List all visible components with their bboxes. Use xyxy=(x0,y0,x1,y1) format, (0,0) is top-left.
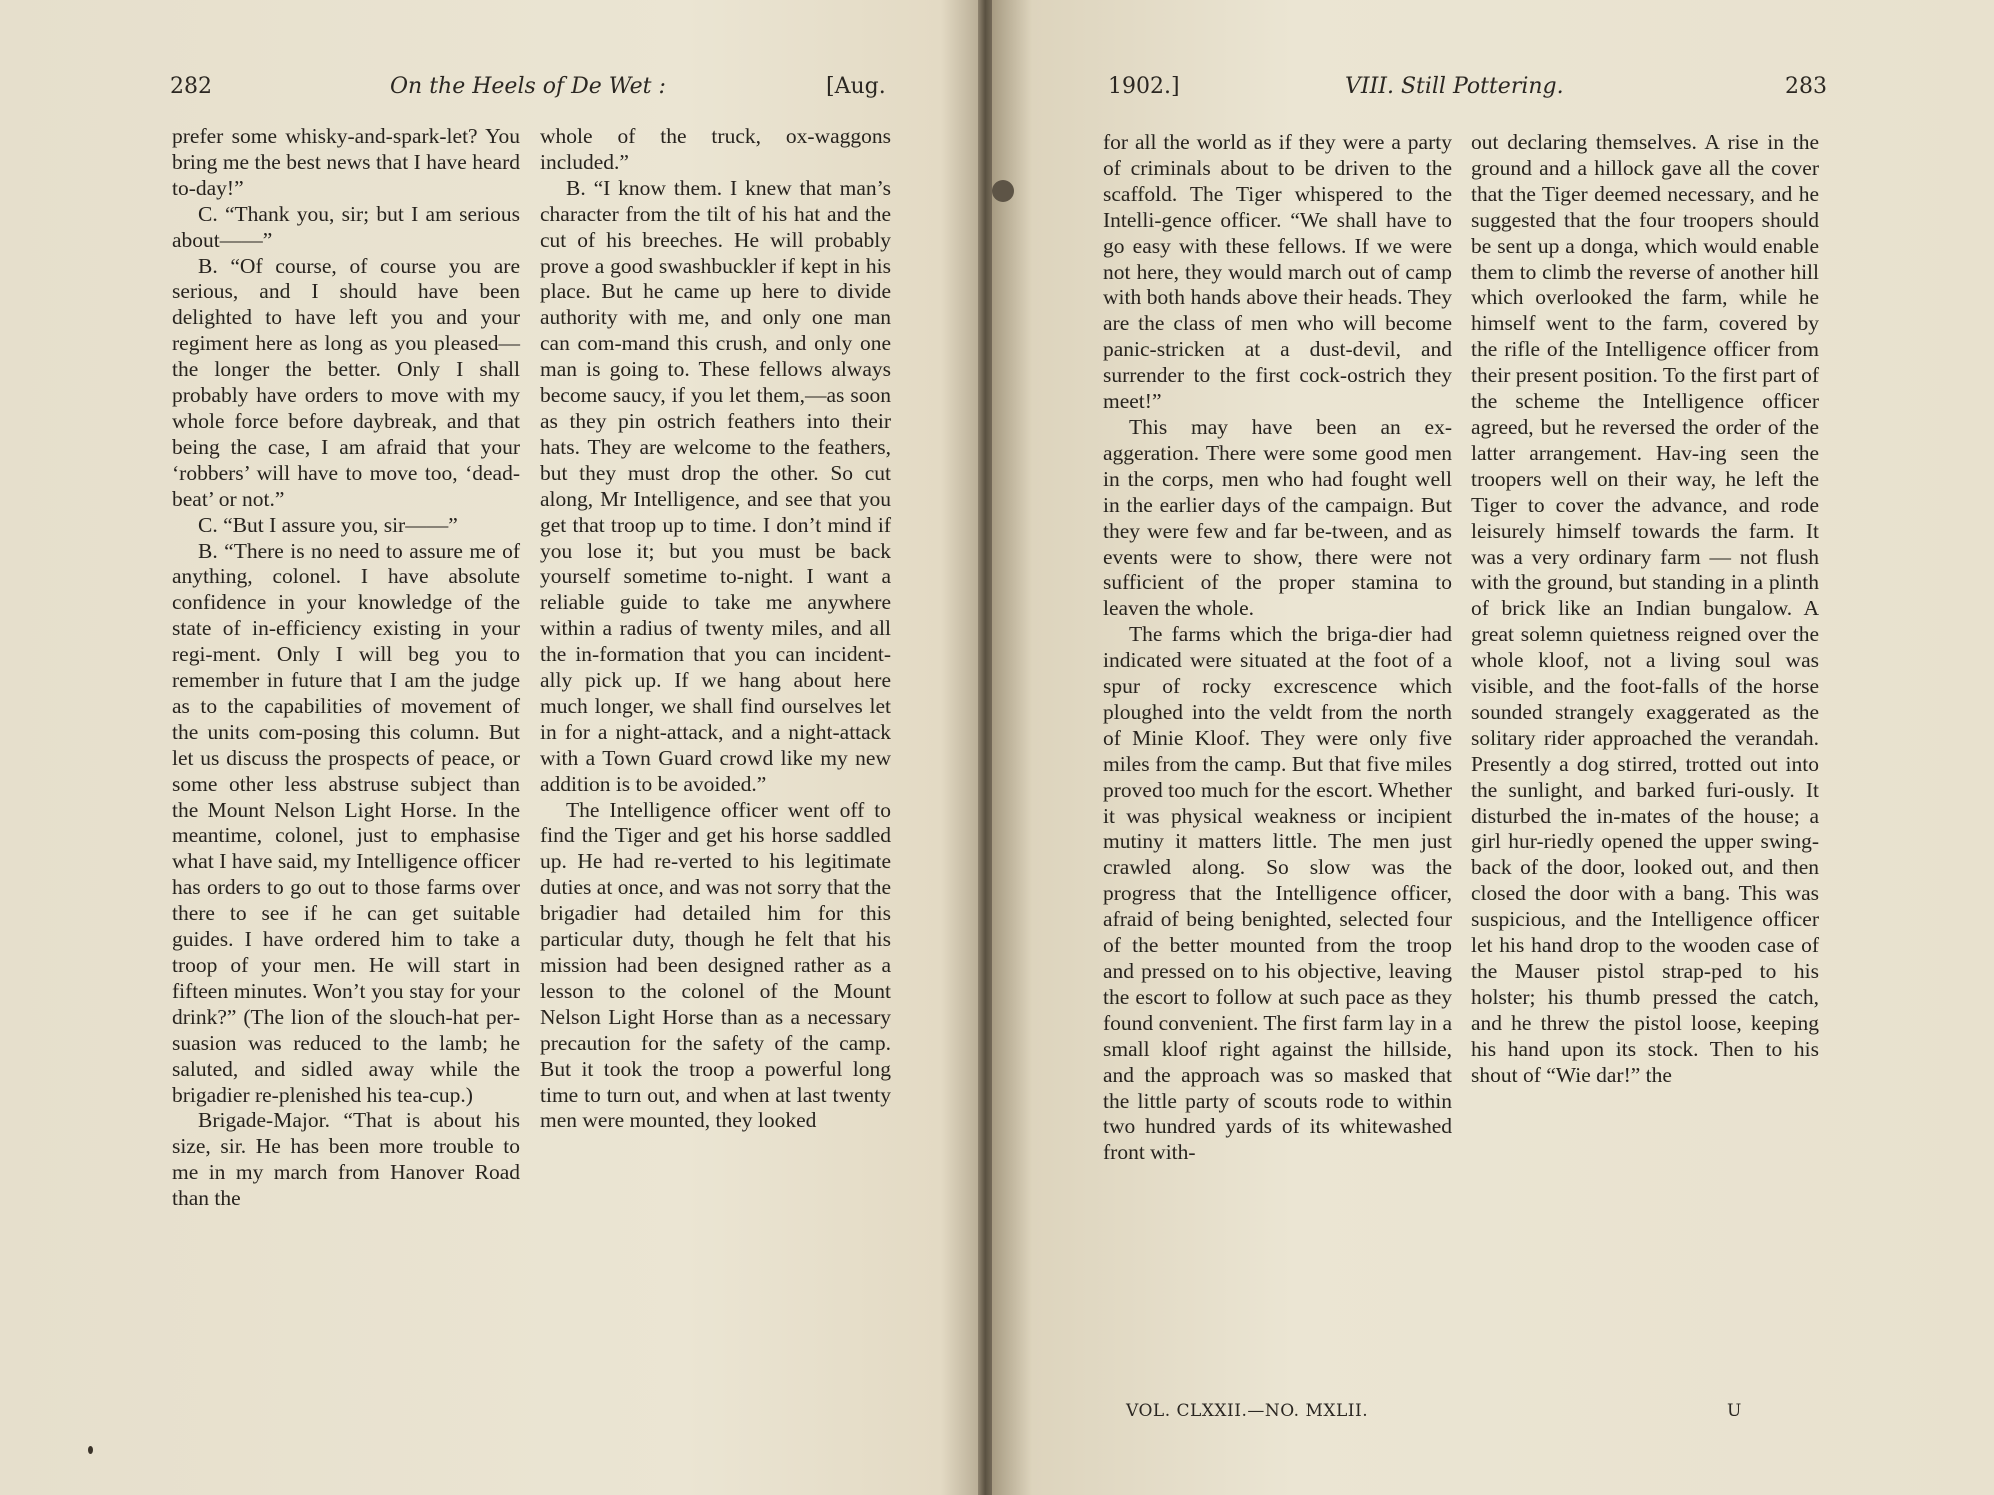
paragraph: prefer some whisky-and-spark-let? You bring me the best news that I have heard to-day!” xyxy=(172,124,520,200)
date-mark-left: [Aug. xyxy=(826,74,886,99)
signature-mark: U xyxy=(1727,1401,1742,1421)
left-page xyxy=(0,0,980,1495)
volume-footer: VOL. CLXXII.—NO. MXLII. xyxy=(1126,1401,1369,1421)
paragraph: out declaring themselves. A rise in the ground and a hillock gave all the cover that the Tiger deemed necessary, and he suggested that the four troopers should be sent up a donga, which would enable them to climb the reverse of another hill which overlooked the farm, while he himself went to the farm, covered by the rifle of the Intelligence officer from their present position. To the first part of the scheme the Intelligence officer agreed, but he reversed the order of the latter arrangement. Hav-ing seen the troopers well on their way, he left the Tiger to cover the advance, and rode leisurely himself towards the farm. It was a very ordinary farm — not flush with the ground, but standing in a plinth of brick like an Indian bungalow. A great solemn quietness reigned over the whole kloof, not a living soul was visible, and the foot-falls of the horse sounded strangely exaggerated as the solitary rider approached the verandah. Presently a dog stirred, trotted out into the sunlight, and barked furi-ously. It disturbed the in-mates of the house; a girl hur-riedly opened the upper swing-back of the door, looked out, and then closed the door with a bang. This was suspicious, and the Intelligence officer let his hand drop to the wooden case of the Mauser pistol strap-ped to his holster; his thumb pressed the catch, and he threw the pistol loose, keeping his hand upon its stock. Then to his shout of “Wie dar!” the xyxy=(1471,130,1819,1087)
paragraph: Brigade-Major. “That is about his size, sir. He has been more trouble to me in my march from Hanover Road than the xyxy=(172,1108,520,1211)
running-title-right: VIII. Still Pottering. xyxy=(1345,74,1564,99)
paragraph: B. “I know them. I knew that man’s character from the tilt of his hat and the cut of his breeches. He will probably prove a good swashbuckler if kept in his place. But he came up here to divide authority with me, and only one man can com-mand this crush, and only one man is going to. These fellows always become saucy, if you let them,—as soon as they pin ostrich feathers into their hats. They are welcome to the feathers, but they must drop the other. So cut along, Mr Intelligence, and see that you get that troop up to time. I don’t mind if you lose it; but you must be back yourself sometime to-night. I want a reliable guide to take me anywhere within a radius of twenty miles, and all the in-formation that you can incident-ally pick up. If we hang about here much longer, we shall find ourselves let in for a night-attack, and a night-attack with a Town Guard crowd like my new addition is to be avoided.” xyxy=(540,175,891,796)
page-number-right: 283 xyxy=(1785,74,1827,99)
right-column-1 xyxy=(1103,130,1452,1166)
paragraph: B. “There is no need to assure me of anything, colonel. I have absolute confidence in your knowledge of the state of in-efficiency existing in your regi-ment. Only I will beg you to remember in future that I am the judge as to the capabilities of movement of the units com-posing this column. But let us discuss the prospects of peace, or some other less abstruse subject than the Mount Nelson Light Horse. In the meantime, colonel, just to emphasise what I have said, my Intelligence officer has orders to go out to those farms over there to see if he can get suitable guides. I have ordered him to take a troop of your men. He will start in fifteen minutes. Won’t you stay for your drink?” (The lion of the slouch-hat per-suasion was reduced to the lamb; he saluted, and sidled away while the brigadier re-plenished his tea-cup.) xyxy=(172,538,520,1107)
paragraph: The farms which the briga-dier had indicated were situated at the foot of a spur of rocky excrescence which ploughed into the veldt from the north of Minie Kloof. They were only five miles from the camp. But that five miles proved too much for the escort. Whether it was physical weakness or incipient mutiny it matters little. The men just crawled along. So slow was the progress that the Intelligence officer, afraid of being benighted, selected four of the better mounted from the troop and pressed on to his objective, leaving the escort to follow at such pace as they found convenient. The first farm lay in a small kloof right against the hillside, and the approach was so masked that the little party of scouts rode to within two hundred yards of its whitewashed front with- xyxy=(1103,622,1452,1165)
left-column-2 xyxy=(540,124,891,1134)
paragraph: The Intelligence officer went off to find the Tiger and get his horse saddled up. He had re-verted to his legitimate duties at once, and was not sorry that the brigadier had detailed him for this particular duty, though he felt that his mission had been designed rather as a lesson to the colonel of the Mount Nelson Light Horse than as a necessary precaution for the safety of the camp. But it took the troop a powerful long time to turn out, and when at last twenty men were mounted, they looked xyxy=(540,797,891,1133)
paragraph: whole of the truck, ox-waggons included.” xyxy=(540,124,891,174)
right-page xyxy=(992,0,1994,1495)
page-number-left: 282 xyxy=(170,74,212,99)
binding-thread xyxy=(992,180,1014,202)
paragraph: C. “But I assure you, sir——” xyxy=(198,512,458,537)
paragraph: for all the world as if they were a party of criminals about to be driven to the scaffold. The Tiger whispered to the Intelli-gence officer. “We shall have to go easy with these fellows. If we were not here, they would march out of camp with both hands above their heads. They are the class of men who will become panic-stricken at a dust-devil, and surrender to the first cock-ostrich they meet!” xyxy=(1103,130,1452,414)
left-column-1 xyxy=(172,124,520,1212)
right-column-2 xyxy=(1471,130,1819,1089)
paragraph: This may have been an ex-aggeration. There were some good men in the corps, men who had fought well in the earlier days of the campaign. But they were few and far be-tween, and as events were to show, there were not sufficient of the proper stamina to leaven the whole. xyxy=(1103,414,1452,621)
running-title-left: On the Heels of De Wet : xyxy=(390,74,666,99)
ink-speck xyxy=(88,1446,93,1454)
date-mark-right: 1902.] xyxy=(1108,74,1180,99)
paragraph: B. “Of course, of course you are serious, and I should have been delighted to have left you and your regiment here as long as you pleased—the longer the better. Only I shall probably have orders to move with my whole force before daybreak, and that being the case, I am afraid that your ‘robbers’ will have to move too, ‘dead-beat’ or not.” xyxy=(172,253,520,511)
paragraph: C. “Thank you, sir; but I am serious about——” xyxy=(172,201,520,252)
